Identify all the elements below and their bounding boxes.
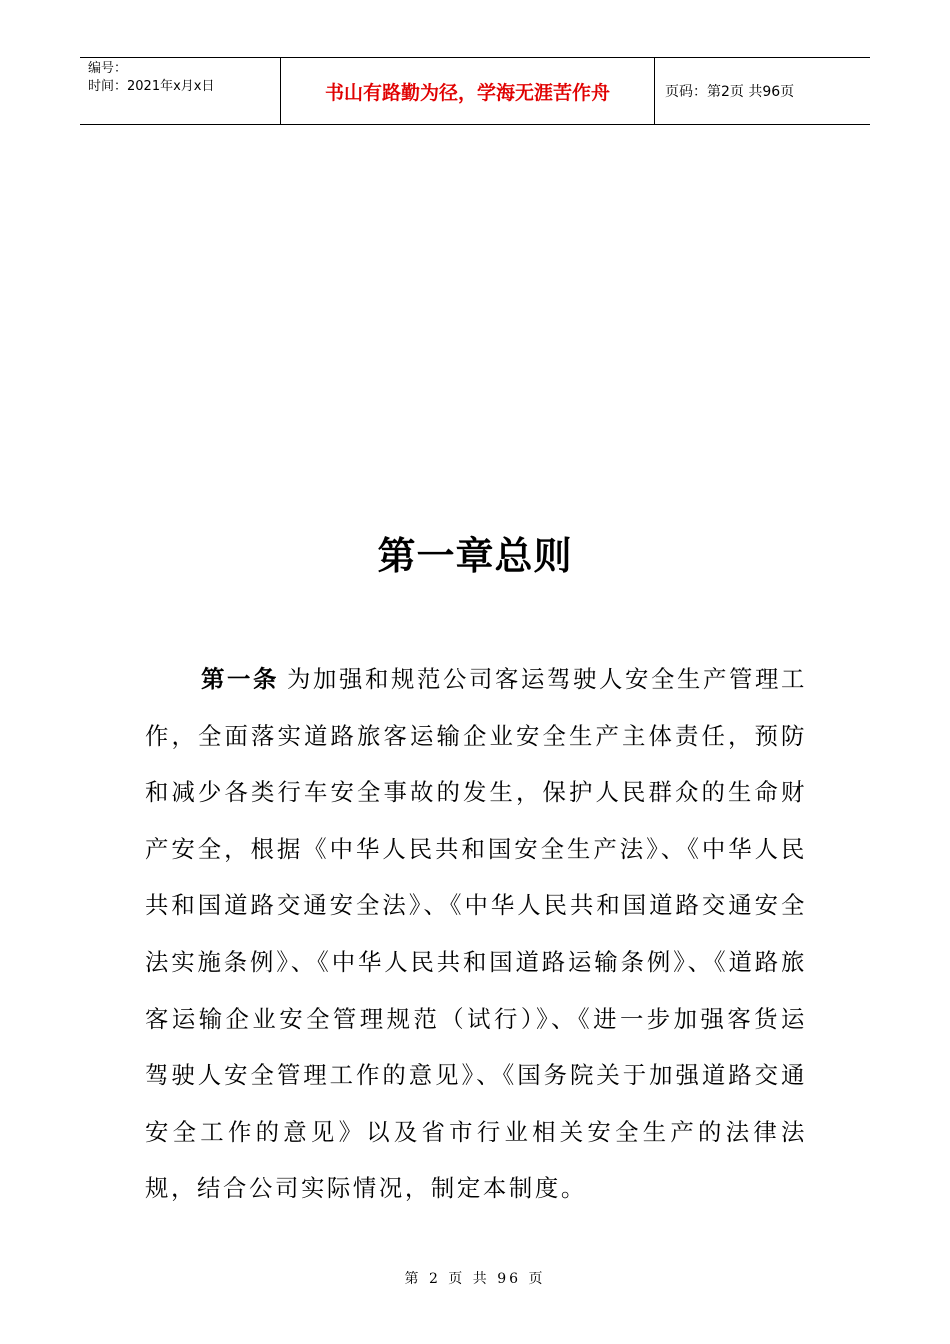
article-text: 为加强和规范公司客运驾驶人安全生产管理工作，全面落实道路旅客运输企业安全生产主体责任，预防和减少各类行车安全事故的发生，保护人民群众的生命财产安全，根据《中华人民共和国安全生产法》、《中华人民共和国道路交通安全法》、《中华人民共和国道路交通安全法实施条例》、《中华人民共和国道路运输条例》、《道路旅客运输企业安全管理规范（试行）》、《进一步加强客货运驾驶人安全管理工作的意见》、《国务院关于加强道路交通安全工作的意见》以及省市行业相关安全生产的法律法规，结合公司实际情况，制定本制度。: [145, 665, 807, 1203]
article-label: 第一条: [201, 665, 279, 693]
header-motto: 书山有路勤为径，学海无涯苦作舟: [281, 58, 655, 124]
header-meta-cell: [80, 58, 281, 124]
chapter-title: 第一章总则: [377, 534, 573, 578]
serial-number-label: 编号：: [88, 61, 128, 76]
article-paragraph: [145, 651, 807, 1217]
page-footer: 第 2 页 共 96 页: [404, 1271, 546, 1287]
header-page-info: 页码：第2页 共96页: [665, 84, 795, 100]
page-header: [80, 57, 870, 125]
time-label: 时间：2021年x月x日: [88, 79, 215, 94]
